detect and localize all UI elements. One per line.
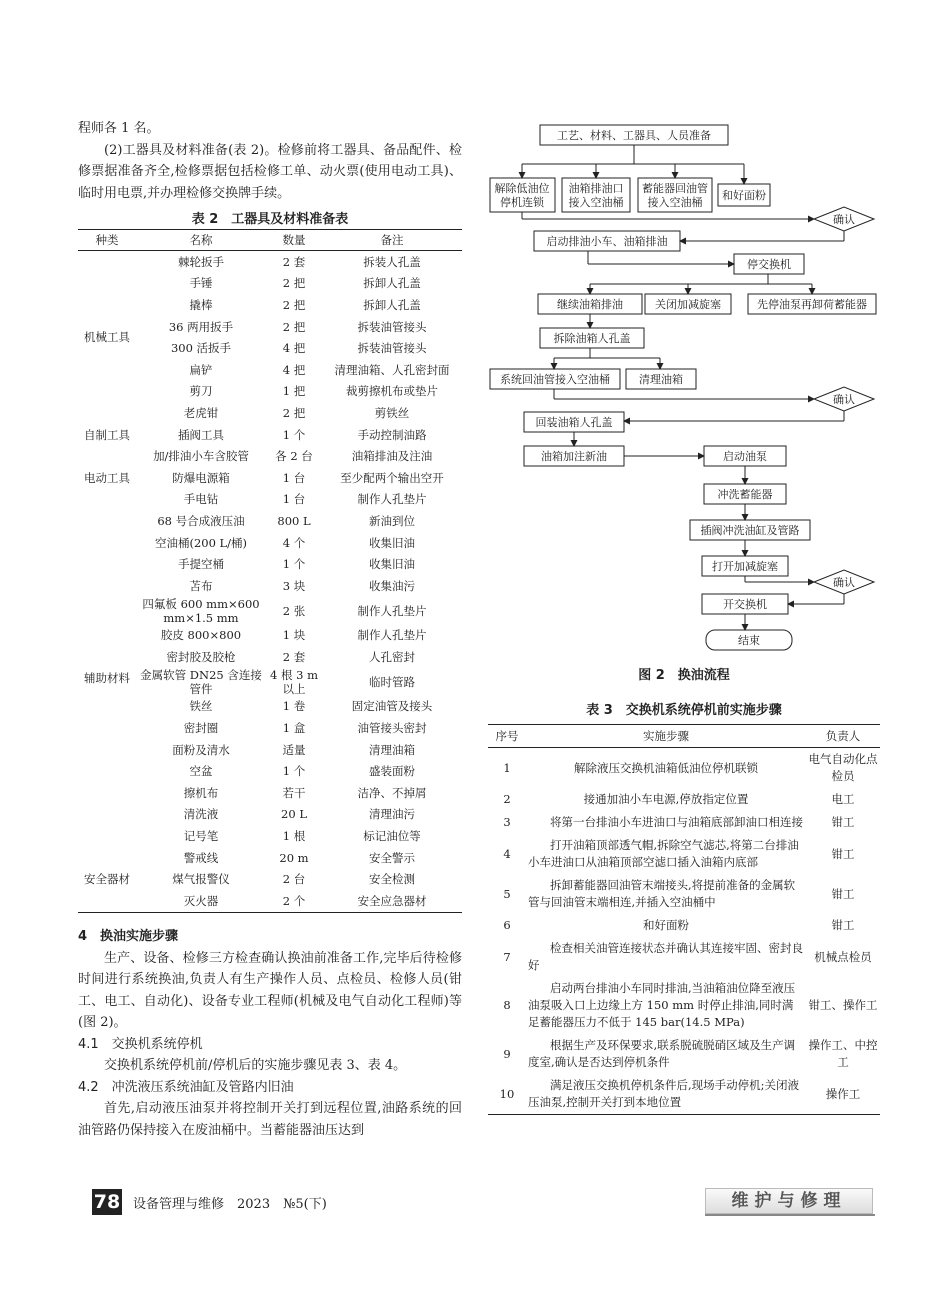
flow-text-open-valve: 打开加减旋塞 <box>712 560 778 573</box>
flow-text-b3b: 接入空油桶 <box>647 196 703 209</box>
table2-cell: 1 根 <box>282 829 306 844</box>
table3-cell: 根据生产及环保要求,联系脱硫脱硝区域及生产调度室,确认是否达到停机条件 <box>528 1038 796 1069</box>
table3-cell: 钳工 <box>831 846 855 861</box>
section-4-1-paragraph: 交换机系统停机前/停机后的实施步骤见表 3、表 4。 <box>104 1058 407 1074</box>
table3-row <box>488 788 880 811</box>
table3-cell: 启动两台排油小车同时排油,当油箱油位降至液压油泵吸入口上边缘上方 150 mm 时停止排油,同时满足蓄能器压力不低于 145 bar(14.5 MPa) <box>528 981 796 1029</box>
table2-row <box>78 359 462 381</box>
table3-cell: 4 <box>503 846 511 861</box>
table2-cell: 1 块 <box>282 628 306 643</box>
table3-cell: 解除液压交换机油箱低油位停机联锁 <box>574 760 758 775</box>
flow-text-close-valve: 关闭加减旋塞 <box>655 298 721 311</box>
table2-cell: 胶皮 800×800 <box>160 628 242 643</box>
flow-text-b4: 和好面粉 <box>722 189 766 202</box>
table3-row <box>488 748 880 789</box>
table2-row <box>78 804 462 826</box>
brand-underline <box>705 1214 875 1216</box>
table2-cell: 铁丝 <box>189 699 213 714</box>
table3-title: 表 3 交换机系统停机前实施步骤 <box>586 703 782 718</box>
table2 <box>78 229 462 913</box>
table2-cell: 800 L <box>277 513 311 528</box>
table2-row <box>78 717 462 739</box>
table2-category: 辅助材料 <box>84 671 130 686</box>
table2-cell: 清理油箱 <box>369 742 415 757</box>
table2-cell: 擦机布 <box>183 785 219 800</box>
table3-cell: 2 <box>503 792 511 806</box>
table2-cell: 至少配两个输出空开 <box>340 470 444 485</box>
table2-row <box>78 294 462 316</box>
table2-category: 电动工具 <box>84 470 130 485</box>
table3-cell: 拆卸蓄能器回油管末端接头,将提前准备的金属软管与回油管末端相连,并插入空油桶中 <box>528 878 796 909</box>
table3-header: 序号 <box>488 725 526 748</box>
table2-row <box>78 510 462 532</box>
table3-row <box>488 1034 880 1074</box>
table2-cell: 4 个 <box>282 535 306 550</box>
flow-text-b2b: 接入空油桶 <box>568 196 624 209</box>
flow-text-return-pipe: 系统回油管接入空油桶 <box>500 373 610 386</box>
table2-cell: 空油桶(200 L/桶) <box>154 535 248 550</box>
table2-cell: 2 套 <box>282 254 306 269</box>
table3-cell: 机械点检员 <box>814 949 872 964</box>
flowchart <box>488 118 880 658</box>
table2-cell: 2 把 <box>282 297 306 312</box>
table2-cell: 68 号合成液压油 <box>157 513 245 528</box>
table3-cell: 1 <box>503 760 511 775</box>
table2-cell: 金属软管 DN25 含连接管件 <box>140 667 262 696</box>
table2-cell: 36 两用扳手 <box>168 319 234 334</box>
table2-row <box>78 402 462 424</box>
table2-cell: 4 把 <box>282 341 306 356</box>
table2-cell: 4 根 3 m 以上 <box>269 667 318 696</box>
flow-text-b1a: 解除低油位 <box>494 182 550 195</box>
table2-cell: 3 块 <box>282 578 306 593</box>
table2-cell: 拆卸人孔盖 <box>363 276 421 291</box>
flow-text-stop: 停交换机 <box>747 258 791 271</box>
table3-cell: 钳工 <box>831 918 855 932</box>
table2-cell: 清洗液 <box>183 807 219 822</box>
table2-cell: 安全应急器材 <box>357 893 427 908</box>
flow-text-flush-cyl: 插阀冲洗油缸及管路 <box>700 524 800 537</box>
section-4-1-title: 4.1 交换机系统停机 <box>78 1036 203 1052</box>
table2-cell: 油箱排油及注油 <box>351 449 433 464</box>
flow-text-clean: 清理油箱 <box>639 373 683 386</box>
flow-text-prep: 工艺、材料、工器具、人员准备 <box>557 129 711 142</box>
flow-text-start-car: 启动排油小车、油箱排油 <box>546 235 668 248</box>
table2-cell: 手电钻 <box>183 492 219 507</box>
table2-cell: 拆装人孔盖 <box>363 254 421 269</box>
table2-cell: 剪铁丝 <box>374 405 410 420</box>
table2-cell: 拆装油管接头 <box>357 341 427 356</box>
table2-category: 自制工具 <box>84 427 130 442</box>
table2-row <box>78 467 462 489</box>
table2-row <box>78 868 462 890</box>
table2-cell: 收集旧油 <box>369 557 415 572</box>
paragraph: 程师各 1 名。 <box>78 121 160 136</box>
section-brand: 维护与修理 <box>705 1188 873 1214</box>
table3-cell: 打开油箱顶部透气帽,拆除空气滤芯,将第二台排油小车进油口从油箱顶部空滤口插入油箱内底部 <box>528 838 799 869</box>
table2-row <box>78 625 462 647</box>
table2-cell: 密封胶及胶枪 <box>166 649 236 664</box>
table2-cell: 加/排油小车含胶管 <box>153 449 249 464</box>
table3-cell: 钳工 <box>831 815 855 829</box>
table2-row <box>78 553 462 575</box>
table2-cell: 插阀工具 <box>178 427 224 442</box>
table2-cell: 2 张 <box>282 603 306 618</box>
table3-cell: 电气自动化点检员 <box>808 752 878 783</box>
table2-row <box>78 424 462 446</box>
table2-row <box>78 337 462 359</box>
table2-cell: 苫布 <box>189 578 213 593</box>
table2-cell: 2 套 <box>282 649 306 664</box>
table2-cell: 制作人孔垫片 <box>357 492 427 507</box>
table3-cell: 钳工 <box>831 886 855 901</box>
journal-name: 设备管理与维修 2023 №5(下) <box>133 1197 327 1212</box>
table2-cell: 四氟板 600 mm×600 mm×1.5 mm <box>142 596 260 625</box>
table2-cell: 防爆电源箱 <box>172 470 230 485</box>
table2-cell: 洁净、不掉屑 <box>357 785 427 800</box>
table3-cell: 10 <box>499 1086 515 1101</box>
table3-header: 负责人 <box>806 725 880 748</box>
table2-cell: 收集油污 <box>369 578 415 593</box>
table2-cell: 撬棒 <box>189 297 213 312</box>
flow-text-b2a: 油箱排油口 <box>568 182 624 195</box>
table2-cell: 1 个 <box>282 557 306 572</box>
table2-row <box>78 760 462 782</box>
table3-cell: 满足液压交换机停机条件后,现场手动停机;关闭液压油泵,控制开关打到本地位置 <box>528 1078 800 1109</box>
table3-cell: 接通加油小车电源,停放指定位置 <box>583 792 749 806</box>
table3-cell: 操作工 <box>825 1086 861 1101</box>
table2-cell: 棘轮扳手 <box>178 254 224 269</box>
section-4-paragraph: 生产、设备、检修三方检查确认换油前准备工作,完毕后待检修时间进行系统换油,负责人有生产操作人员、点检员、检修人员(钳工、电工、自动化)、设备专业工程师(机械及电气自动化工程师)等(图 2)。 <box>78 950 462 1031</box>
table2-row <box>78 575 462 597</box>
table2-cell: 收集旧油 <box>369 535 415 550</box>
table2-cell: 手锤 <box>189 276 213 291</box>
table2-cell: 煤气报警仪 <box>172 872 230 887</box>
table2-cell: 4 把 <box>282 362 306 377</box>
table2-cell: 固定油管及接头 <box>351 699 433 714</box>
table2-header: 数量 <box>266 230 322 251</box>
table3-cell: 和好面粉 <box>643 918 689 932</box>
table2-cell: 制作人孔垫片 <box>357 628 427 643</box>
table2-cell: 安全检测 <box>369 872 415 887</box>
table2-header: 种类 <box>78 230 136 251</box>
table3-cell: 7 <box>503 949 511 964</box>
flow-text-stop-pump: 先停油泵再卸荷蓄能器 <box>757 298 867 311</box>
table2-cell: 2 把 <box>282 319 306 334</box>
section-4-2-paragraph: 首先,启动液压油泵并将控制开关打到远程位置,油路系统的回油管路仍保持接入在废油桶中。当蓄能器油压达到 <box>78 1101 462 1138</box>
table3-row <box>488 977 880 1034</box>
flow-text-fill: 油箱加注新油 <box>541 450 607 463</box>
table2-header: 名称 <box>136 230 266 251</box>
table2-cell: 1 盒 <box>282 721 306 736</box>
table3-row <box>488 914 880 937</box>
table2-row <box>78 890 462 912</box>
table2-title: 表 2 工器具及材料准备表 <box>191 212 349 227</box>
table2-cell: 2 个 <box>282 893 306 908</box>
table3-cell: 6 <box>503 918 511 932</box>
flow-text-confirm-3: 确认 <box>833 576 855 589</box>
table3-row <box>488 811 880 834</box>
table2-cell: 油管接头密封 <box>357 721 427 736</box>
table2-row <box>78 847 462 869</box>
table2-row <box>78 381 462 403</box>
table2-cell: 拆装油管接头 <box>357 319 427 334</box>
table2-cell: 1 卷 <box>282 699 306 714</box>
flow-text-cont-drain: 继续油箱排油 <box>557 298 623 311</box>
table2-category: 安全器材 <box>84 872 130 887</box>
flow-text-start-machine: 开交换机 <box>723 598 767 611</box>
table3-cell: 5 <box>503 886 511 901</box>
section-4-title: 4 换油实施步骤 <box>78 928 179 944</box>
table2-cell: 300 活扳手 <box>170 341 232 356</box>
table2-cell: 制作人孔垫片 <box>357 603 427 618</box>
flow-text-b1b: 停机连锁 <box>500 196 544 209</box>
flow-text-confirm-2: 确认 <box>833 393 855 406</box>
table3-row <box>488 1074 880 1115</box>
table2-cell: 剪刀 <box>189 384 213 399</box>
table2-cell: 清理油箱、人孔密封面 <box>334 362 450 377</box>
table2-cell: 裁剪擦机布或垫片 <box>346 384 438 399</box>
table2-cell: 2 把 <box>282 276 306 291</box>
table2-cell: 面粉及清水 <box>172 742 230 757</box>
table2-cell: 老虎钳 <box>183 405 219 420</box>
table2-row <box>78 696 462 718</box>
table2-row <box>78 251 462 273</box>
table3-cell: 电工 <box>831 792 855 806</box>
right-column <box>488 118 880 1115</box>
table2-row <box>78 782 462 804</box>
table2-header: 备注 <box>322 230 462 251</box>
flow-text-flush-acc: 冲洗蓄能器 <box>717 488 773 501</box>
table2-cell: 标记油位等 <box>363 829 421 844</box>
flow-text-b3a: 蓄能器回油管 <box>642 182 708 195</box>
section-4-2-title: 4.2 冲洗液压系统油缸及管路内旧油 <box>78 1079 294 1095</box>
table3-cell: 检查相关油管连接状态并确认其连接牢固、密封良好 <box>528 941 803 972</box>
flow-text-confirm-1: 确认 <box>833 213 855 226</box>
table2-category: 机械工具 <box>84 330 130 345</box>
table2-cell: 密封圈 <box>183 721 219 736</box>
table3-row <box>488 937 880 977</box>
table2-cell: 各 2 台 <box>275 449 313 464</box>
table2-cell: 安全警示 <box>369 850 415 865</box>
table2-cell: 20 L <box>281 807 307 822</box>
flow-text-reinstall: 回装油箱人孔盖 <box>535 416 613 429</box>
table2-row <box>78 646 462 668</box>
table3-cell: 3 <box>503 815 511 829</box>
table3-cell: 操作工、中控工 <box>808 1038 878 1069</box>
table2-row <box>78 739 462 761</box>
table2-cell: 扁铲 <box>189 362 213 377</box>
table2-cell: 1 个 <box>282 427 306 442</box>
table2-row <box>78 532 462 554</box>
table2-row <box>78 316 462 338</box>
table2-cell: 空盆 <box>189 764 213 779</box>
table2-cell: 灭火器 <box>183 893 219 908</box>
left-column <box>78 118 462 1141</box>
flow-text-remove-cover: 拆除油箱人孔盖 <box>553 332 631 345</box>
table3-cell: 8 <box>503 998 511 1012</box>
table2-cell: 2 台 <box>282 872 306 887</box>
table2-row <box>78 597 462 625</box>
table2-cell: 2 把 <box>282 405 306 420</box>
table2-row <box>78 273 462 295</box>
figure-2-caption: 图 2 换油流程 <box>638 668 730 683</box>
flow-text-end: 结束 <box>738 634 760 647</box>
flow-text-start-pump: 启动油泵 <box>723 450 767 463</box>
table2-cell: 手提空桶 <box>178 557 224 572</box>
table3-header: 实施步骤 <box>526 725 806 748</box>
paragraph-tools-prep: (2)工器具及材料准备(表 2)。检修前将工器具、备品配件、检修票据准备齐全,检修票据包括检修工单、动火票(使用电动工具)、临时用电票,并办理检修交换牌手续。 <box>78 142 462 201</box>
table3-row <box>488 834 880 874</box>
table2-cell: 人孔密封 <box>369 649 415 664</box>
table2-cell: 新油到位 <box>369 513 415 528</box>
table2-cell: 清理油污 <box>369 807 415 822</box>
table2-cell: 警戒线 <box>183 850 219 865</box>
table2-cell: 手动控制油路 <box>357 427 427 442</box>
table2-cell: 1 台 <box>282 492 306 507</box>
page-number: 78 <box>93 1191 121 1213</box>
table2-cell: 若干 <box>282 785 306 800</box>
table3-cell: 将第一台排油小车进油口与油箱底部卸油口相连接 <box>550 815 803 829</box>
table2-row <box>78 489 462 511</box>
table2-row <box>78 445 462 467</box>
table3-row <box>488 874 880 914</box>
table3 <box>488 724 880 1115</box>
table2-cell: 拆卸人孔盖 <box>363 297 421 312</box>
table3-cell: 钳工、操作工 <box>808 998 878 1012</box>
table2-cell: 1 把 <box>282 384 306 399</box>
table2-cell: 1 台 <box>282 470 306 485</box>
table2-cell: 1 个 <box>282 764 306 779</box>
table2-cell: 盛装面粉 <box>369 764 415 779</box>
table2-row <box>78 825 462 847</box>
table2-cell: 适量 <box>282 742 306 757</box>
table2-cell: 20 m <box>279 850 309 865</box>
table2-row <box>78 668 462 696</box>
table3-cell: 9 <box>503 1046 511 1061</box>
table2-cell: 临时管路 <box>369 674 415 689</box>
table2-cell: 记号笔 <box>183 829 219 844</box>
